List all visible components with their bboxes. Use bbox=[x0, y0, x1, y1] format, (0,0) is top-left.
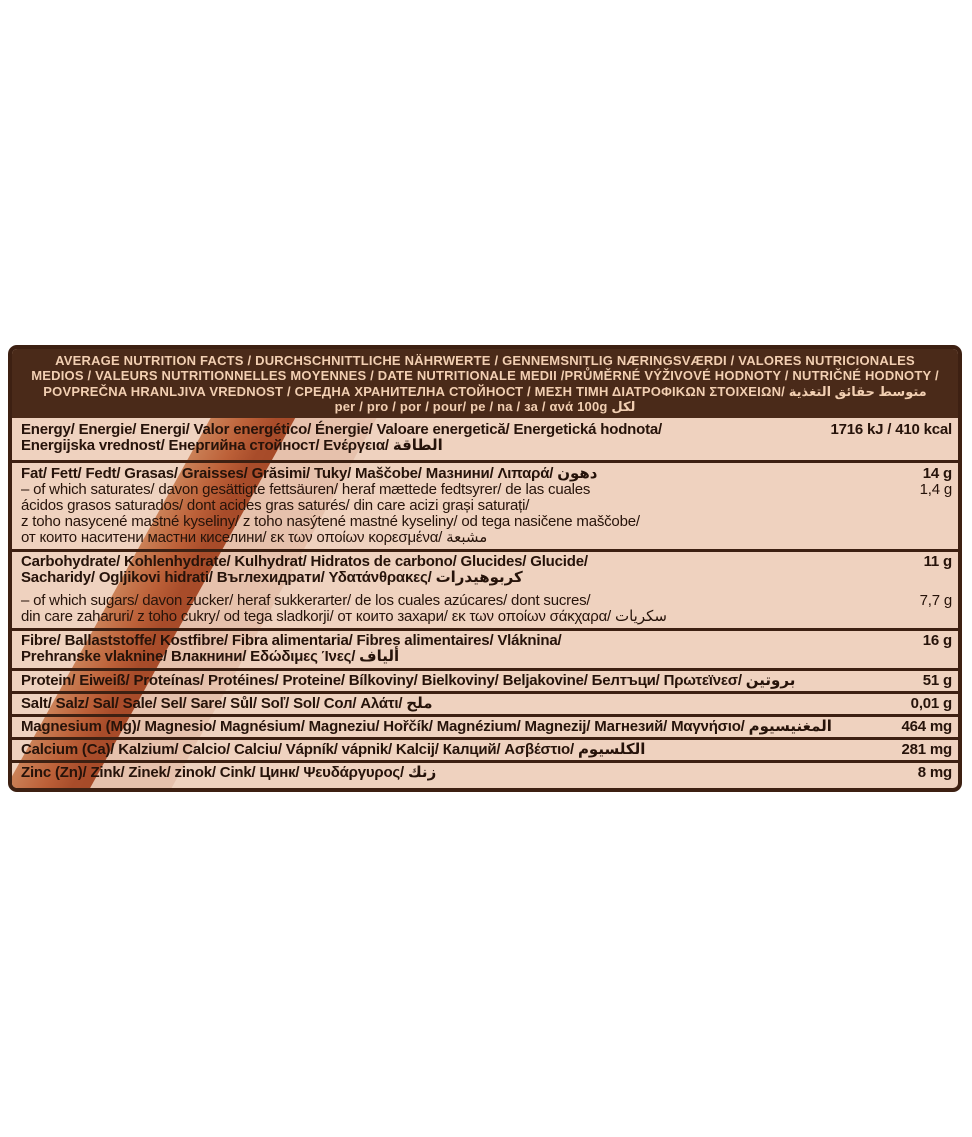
nutrient-name-line: Fat/ Fett/ Fedt/ Grasas/ Graisses/ Grăsimi/ Tuky/ Maščobe/ Мазнини/ Λιπαρά/ دهون bbox=[21, 464, 598, 482]
nutrient-row-protein bbox=[12, 668, 958, 691]
nutrient-row-magnesium bbox=[12, 714, 958, 737]
nutrient-name-lines bbox=[21, 673, 915, 689]
nutrition-label bbox=[8, 345, 962, 792]
nutrient-value: 7,7 g bbox=[919, 591, 952, 609]
label-body bbox=[12, 418, 958, 788]
nutrient-group bbox=[21, 422, 952, 454]
nutrient-name-line: Salt/ Salz/ Sal/ Sale/ Sel/ Sare/ Sůl/ Soľ/ Sol/ Сол/ Αλάτι/ ملح bbox=[21, 694, 433, 712]
nutrition-rows bbox=[12, 418, 958, 783]
nutrient-value: 8 mg bbox=[917, 763, 952, 781]
nutrient-name-line: Zinc (Zn)/ Zink/ Zinek/ zinok/ Cink/ Цинк/ Ψευδάργυρος/ زنك bbox=[21, 763, 437, 781]
nutrient-group bbox=[21, 633, 952, 665]
nutrient-value: 0,01 g bbox=[910, 694, 952, 712]
nutrient-name-line: z toho nasycené mastné kyseliny/ z toho nasýtené mastné kyseliny/ od tega nasičene maščobe/ bbox=[21, 512, 640, 530]
nutrient-name-line: Carbohydrate/ Kohlenhydrate/ Kulhydrat/ Hidratos de carbono/ Glucides/ Glucide/ bbox=[21, 552, 588, 570]
nutrient-row-calcium bbox=[12, 737, 958, 760]
nutrient-row-salt bbox=[12, 691, 958, 714]
nutrient-name-line: от които наситени мастни киселини/ εκ των οποίων κορεσμένα/ مشبعة bbox=[21, 528, 488, 546]
header-line-3: POVPREČNA HRANLJIVA VREDNOST / СРЕДНА ХРАНИТЕЛНА СТОЙНОСТ / ΜΕΣΗ ΤΙΜΗ ΔΙΑΤΡΟΦΙΚΩΝ ΣΤΟΙΧΕΙΩΝ/ متوسط حقائق التغذية bbox=[43, 383, 927, 399]
nutrient-name-lines bbox=[21, 422, 822, 454]
nutrient-name-line: Sacharidy/ Ogljikovi hidrati/ Въглехидрати/ Υδατάνθρακες/ كربوهيدرات bbox=[21, 568, 523, 586]
nutrient-name-line: Protein/ Eiweiß/ Proteínas/ Protéines/ Proteine/ Bílkoviny/ Bielkoviny/ Beljakovine/ Белтъци/ Πρωτεϊνεσ/ بروتين bbox=[21, 671, 796, 689]
nutrient-group bbox=[21, 593, 952, 625]
nutrient-group bbox=[21, 696, 952, 712]
nutrient-value: 51 g bbox=[922, 671, 952, 689]
nutrient-name-line: din care zaharuri/ z toho cukry/ od tega sladkorji/ от които захари/ εκ των οποίων σάκχαρα/ سكريات bbox=[21, 607, 667, 625]
header-per-100g-line: per / pro / por / pour/ pe / na / за / ανά 100g لكل bbox=[334, 399, 636, 415]
nutrient-name-lines bbox=[21, 466, 915, 482]
nutrient-name-lines bbox=[21, 554, 916, 586]
header-line-1: AVERAGE NUTRITION FACTS / DURCHSCHNITTLICHE NÄHRWERTE / GENNEMSNITLIG NÆRINGSVÆRDI / VALORES NUTRICIONALES bbox=[55, 353, 915, 368]
nutrient-name-line: – of which sugars/ davon zucker/ heraf sukkerarter/ de los cuales azúcares/ dont sucres/ bbox=[21, 591, 591, 609]
nutrient-value: 464 mg bbox=[901, 717, 952, 735]
label-header bbox=[12, 349, 958, 418]
nutrient-row-carbohydrate bbox=[12, 549, 958, 628]
nutrient-name-lines bbox=[21, 696, 903, 712]
nutrient-name-lines bbox=[21, 482, 912, 546]
nutrient-row-zinc bbox=[12, 760, 958, 783]
nutrient-row-fat bbox=[12, 460, 958, 549]
nutrient-group bbox=[21, 765, 952, 781]
nutrient-value: 16 g bbox=[922, 631, 952, 649]
nutrient-name-line: Prehranske vlaknine/ Влакнини/ Εδώδιμες Ίνες/ ألياف bbox=[21, 647, 400, 665]
nutrient-name-line: Energijska vrednost/ Енергийна стойност/ Ενέργεια/ الطاقة bbox=[21, 436, 443, 454]
nutrient-name-line: – of which saturates/ davon gesättigte fettsäuren/ heraf mættede fedtsyrer/ de las cuales bbox=[21, 480, 591, 498]
nutrient-name-line: ácidos grasos saturados/ dont acides gras saturés/ din care acizi grași saturați/ bbox=[21, 496, 530, 514]
nutrient-value: 1,4 g bbox=[919, 480, 952, 498]
header-line-2: MEDIOS / VALEURS NUTRITIONNELLES MOYENNES / DATE NUTRITIONALE MEDII /PRŮMĚRNÉ VÝŽIVOVÉ HODNOTY / NUTRIČNÉ HODNOTY / bbox=[31, 368, 939, 384]
nutrient-name-lines bbox=[21, 742, 894, 758]
nutrient-value: 14 g bbox=[922, 464, 952, 482]
nutrient-group bbox=[21, 719, 952, 735]
nutrient-row-fibre bbox=[12, 628, 958, 668]
nutrient-name-line: Energy/ Energie/ Energi/ Valor energético/ Énergie/ Valoare energetică/ Energetická hodnota/ bbox=[21, 420, 662, 438]
nutrient-name-lines bbox=[21, 719, 894, 735]
nutrient-name-lines bbox=[21, 765, 910, 781]
nutrient-name-lines bbox=[21, 633, 915, 665]
nutrient-group bbox=[21, 466, 952, 482]
nutrient-group bbox=[21, 673, 952, 689]
nutrient-name-line: Fibre/ Ballaststoffe/ Kostfibre/ Fibra alimentaria/ Fibres alimentaires/ Vláknina/ bbox=[21, 631, 562, 649]
nutrient-value: 281 mg bbox=[901, 740, 952, 758]
nutrient-row-energy bbox=[12, 418, 958, 460]
nutrient-name-lines bbox=[21, 593, 912, 625]
nutrient-group bbox=[21, 482, 952, 546]
nutrient-value: 11 g bbox=[923, 552, 952, 570]
nutrient-value: 1716 kJ / 410 kcal bbox=[830, 420, 952, 438]
nutrient-name-line: Calcium (Ca)/ Kalzium/ Calcio/ Calciu/ Vápník/ vápnik/ Kalcij/ Калций/ Ασβέστιο/ الكلسيوم bbox=[21, 740, 646, 758]
nutrient-group bbox=[21, 554, 952, 586]
nutrient-name-line: Magnesium (Mg)/ Magnesio/ Magnésium/ Magneziu/ Hořčík/ Magnézium/ Magnezij/ Магнезий/ Μαγνήσιο/ المغنيسيوم bbox=[21, 717, 832, 735]
nutrient-group bbox=[21, 742, 952, 758]
